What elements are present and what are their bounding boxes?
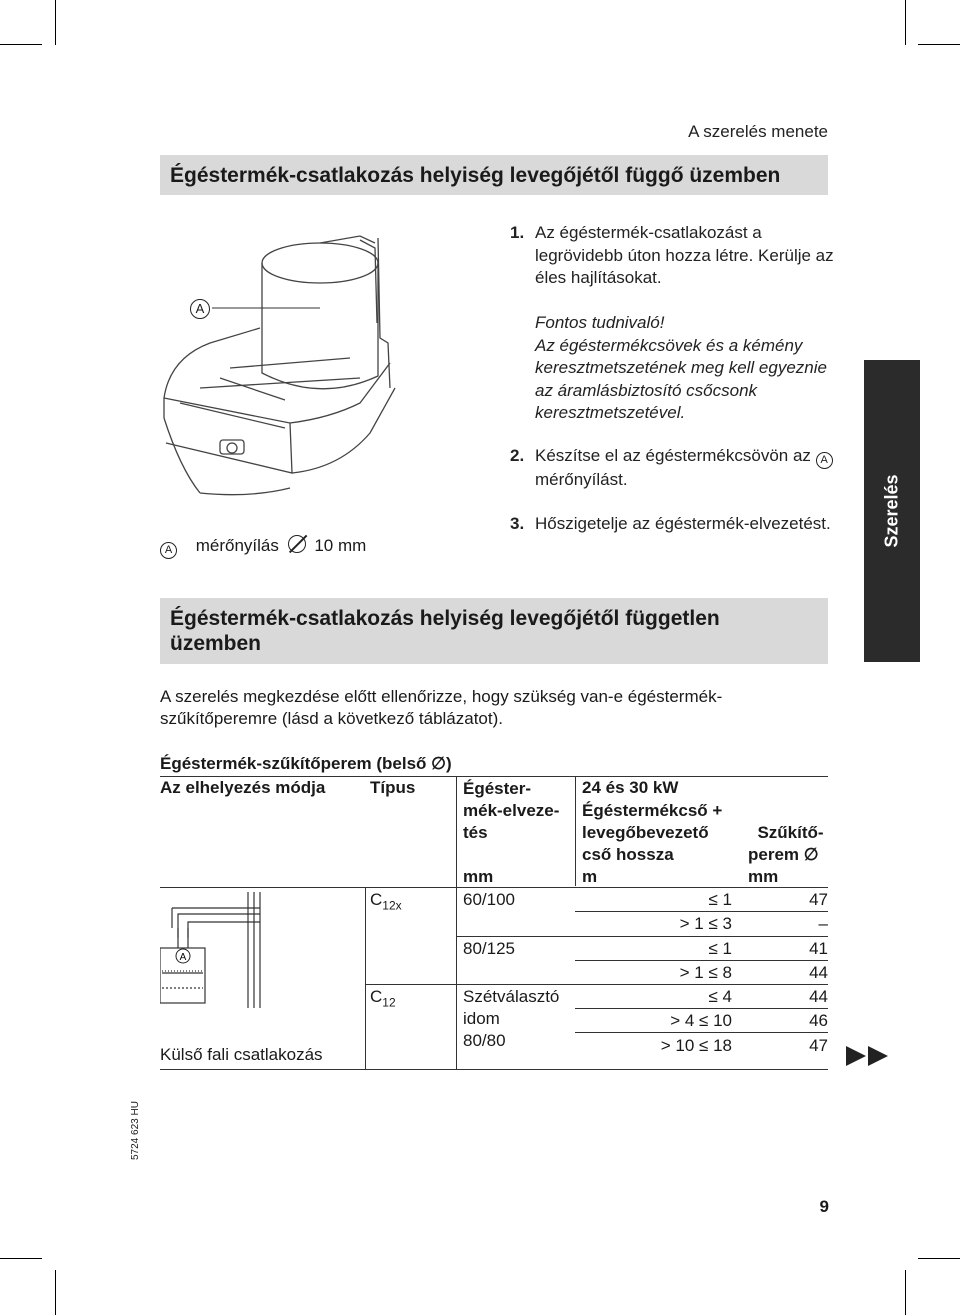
flue-value: 60/100	[463, 890, 515, 909]
crop-mark	[0, 1258, 42, 1259]
header-placement: Az elhelyezés módja	[160, 778, 326, 797]
figure-marker-label: A	[195, 301, 205, 316]
type-rule	[365, 984, 828, 985]
section-title-bar	[160, 598, 828, 664]
restrictor-cell: 44	[809, 963, 828, 982]
flue-rule	[456, 936, 828, 937]
side-tab	[864, 360, 920, 662]
row-rule	[575, 1008, 828, 1009]
header-restrictor: Szűkítő- perem ∅	[748, 823, 824, 864]
column-divider	[575, 776, 576, 886]
header-type: Típus	[370, 778, 416, 797]
header-power: 24 és 30 kW	[582, 778, 679, 797]
figure-caption	[160, 535, 366, 559]
note-title: Fontos tudnivaló!	[535, 313, 665, 332]
step-number: 3.	[510, 514, 525, 533]
crop-mark	[905, 1270, 906, 1315]
type-c12x: $C_{12x}$	[370, 890, 402, 913]
step-text-after: mérőnyílást.	[535, 470, 628, 489]
document-number: 5724 623 HU	[130, 1101, 141, 1160]
step-3	[510, 513, 830, 561]
figure-marker-label: A	[179, 952, 187, 963]
side-tab-label: Szerelés	[881, 474, 902, 548]
type-c12: $C_{12}$	[370, 987, 396, 1010]
step-marker: A	[816, 452, 833, 469]
table-title: Égéstermék-szűkítőperem (belső ∅)	[160, 754, 452, 773]
table-bottom-rule	[160, 1069, 828, 1070]
step-number: 1.	[510, 223, 525, 242]
flue-measurement-illustration	[160, 228, 410, 506]
restrictor-cell: –	[818, 914, 828, 933]
unit-restrictor: mm	[748, 867, 779, 886]
flue-value: Szétválasztó	[463, 987, 560, 1006]
unit-length: m	[582, 867, 598, 886]
step-1	[510, 222, 834, 292]
length-cell: > 1 ≤ 3	[679, 914, 732, 933]
step-2	[510, 445, 830, 493]
wall-connection-illustration	[160, 888, 270, 1013]
section-title-bar	[160, 155, 828, 195]
flue-value: 80/80	[463, 1031, 506, 1050]
page-number: 9	[819, 1197, 829, 1216]
note-text: Az égéstermékcsövek és a kémény keresztmetszetének meg kell egyeznie az áramlásbiztosító csőcsonk keresztmetszetével.	[535, 335, 827, 422]
length-cell: ≤ 1	[708, 890, 732, 909]
restrictor-cell: 47	[809, 890, 828, 909]
placement-label: Külső fali csatlakozás	[160, 1045, 323, 1064]
length-cell: ≤ 1	[708, 939, 732, 958]
table-top-rule	[160, 776, 828, 777]
intro-paragraph: A szerelés megkezdése előtt ellenőrizze, hogy szükség van-e égéstermék-szűkítőperemre (lásd a következő táblázatot).	[160, 687, 723, 728]
restrictor-cell: 41	[809, 939, 828, 958]
crop-mark	[918, 1258, 960, 1259]
step-text: Készítse el az égéstermékcsövön az	[535, 446, 811, 465]
crop-mark	[0, 44, 42, 45]
step-text: Az égéstermék-csatlakozást a legrövidebb úton hozza létre. Kerülje az éles hajlításokat.	[535, 223, 834, 287]
length-cell: > 4 ≤ 10	[670, 1011, 732, 1030]
length-cell: ≤ 4	[708, 987, 732, 1006]
row-rule	[575, 1032, 828, 1033]
restrictor-cell: 46	[809, 1011, 828, 1030]
section-title: Égéstermék-csatlakozás helyiség levegőjétől függő üzemben	[170, 164, 781, 187]
diameter-icon	[288, 535, 306, 553]
row-rule	[575, 960, 828, 961]
figure-marker-a	[190, 299, 210, 319]
page-header-title: A szerelés menete	[688, 122, 828, 141]
note-block	[510, 312, 830, 422]
crop-mark	[905, 0, 906, 45]
crop-mark	[918, 44, 960, 45]
caption-text: mérőnyílás	[195, 536, 279, 555]
crop-mark	[55, 0, 56, 45]
header-length: Égéstermékcső + levegőbevezető cső hossza	[582, 801, 723, 864]
unit-flue: mm	[463, 867, 494, 886]
section-title: Égéstermék-csatlakozás helyiség levegőjétől független üzemben	[170, 607, 720, 655]
restrictor-cell: 44	[809, 987, 828, 1006]
crop-mark	[55, 1270, 56, 1315]
step-number: 2.	[510, 446, 525, 465]
row-rule	[575, 911, 828, 912]
continue-arrows-icon	[846, 1044, 892, 1068]
caption-marker: A	[160, 542, 177, 559]
length-cell: > 10 ≤ 18	[660, 1036, 732, 1055]
length-cell: > 1 ≤ 8	[679, 963, 732, 982]
flue-value: idom	[463, 1009, 500, 1028]
restrictor-cell: 47	[809, 1036, 828, 1055]
header-flue: Égéster- mék-elveze- tés	[463, 779, 560, 842]
flue-value: 80/125	[463, 939, 515, 958]
column-divider	[365, 888, 366, 1070]
caption-dimension: 10 mm	[314, 536, 367, 555]
column-divider	[456, 776, 457, 1070]
step-text: Hőszigetelje az égéstermék-elvezetést.	[535, 514, 831, 533]
